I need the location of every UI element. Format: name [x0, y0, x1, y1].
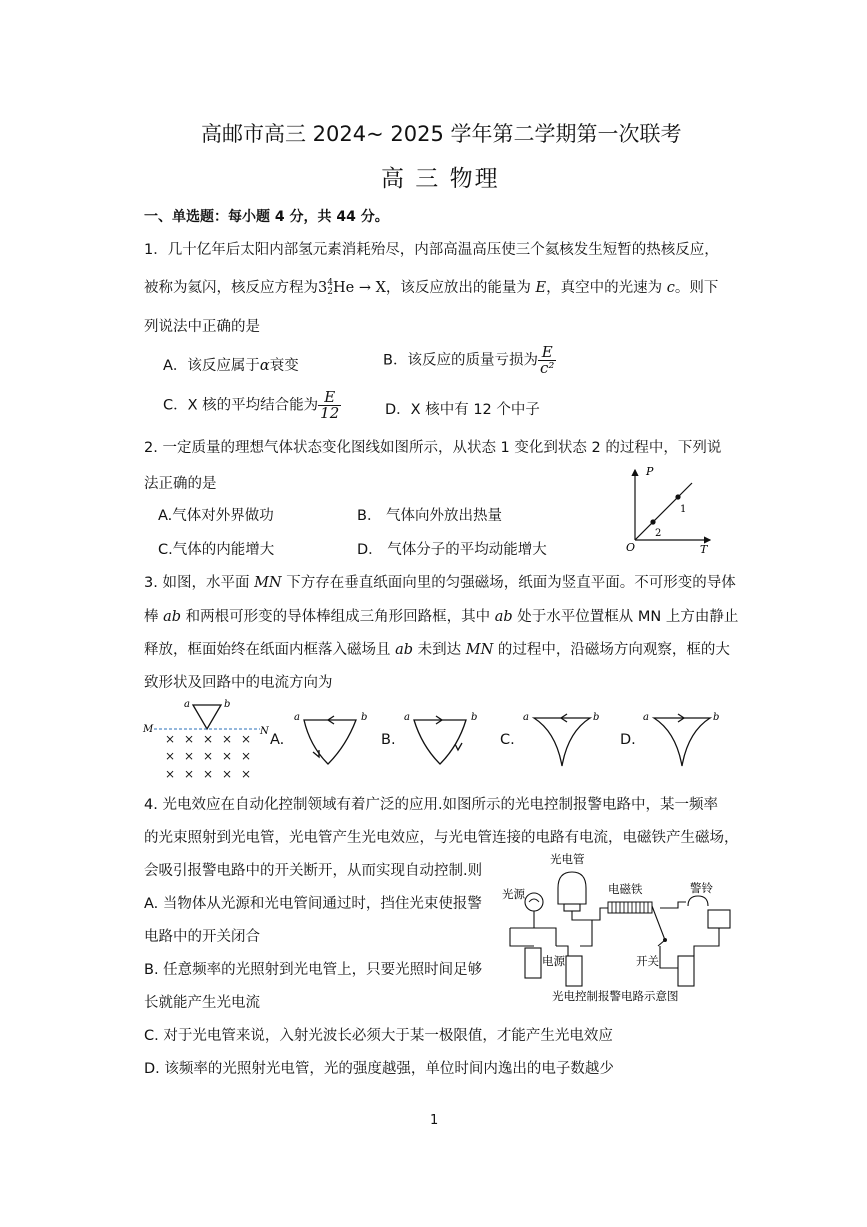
- label-a: a: [184, 699, 190, 710]
- wire: [510, 928, 534, 946]
- battery-icon: [566, 956, 582, 986]
- q1-option-b: [383, 345, 556, 376]
- label-n: N: [260, 726, 269, 737]
- ab-var: ab: [494, 609, 513, 625]
- pt-graph: [622, 462, 718, 556]
- q4-line2: 的光束照射到光电管，光电管产生光电效应，与光电管连接的电路有电流，电磁铁产生磁场，: [144, 830, 739, 846]
- phototube-icon: [558, 872, 586, 904]
- q3-line4: 致形状及回路中的电流方向为: [144, 675, 333, 691]
- bell-dome: [688, 896, 708, 906]
- wire: [580, 920, 592, 946]
- label-electromagnet: 电磁铁: [608, 882, 643, 896]
- wire: [572, 908, 608, 920]
- section-heading: 一、单选题：每小题 4 分，共 44 分。: [144, 209, 389, 225]
- label-alarm-bell: 警铃: [690, 881, 713, 895]
- label-b: b: [593, 712, 600, 723]
- eq-coefficient: 3: [318, 280, 328, 296]
- eq-charge-number: 2: [327, 287, 333, 297]
- label-light-source: 光源: [502, 887, 525, 901]
- q4-option-d: D. 该频率的光照射光电管，光的强度越强，单位时间内逸出的电子数越少: [144, 1061, 614, 1077]
- q3-option-d-figure: [638, 706, 728, 770]
- mass-defect-fraction: [538, 345, 556, 376]
- q3-line2: [144, 605, 738, 626]
- state-point-2: [650, 519, 655, 524]
- mn-var: MN: [465, 642, 494, 658]
- frame-shape-a: [304, 720, 356, 764]
- label-a: a: [404, 712, 410, 723]
- q1-option-a-pre: A．该反应属于: [163, 358, 260, 374]
- field-cross: ×: [222, 767, 233, 781]
- light-bulb-icon: [525, 893, 543, 911]
- wire: [694, 928, 719, 956]
- q3-option-b-figure: [398, 706, 488, 770]
- q4-option-b-line2: 长就能产生光电流: [144, 995, 260, 1011]
- q2-line1: 2. 一定质量的理想气体状态变化图线如图所示，从状态 1 变化到状态 2 的过程中，下列说: [144, 440, 722, 456]
- q3-line1: [144, 571, 736, 592]
- field-cross: ×: [222, 749, 233, 763]
- label-b: b: [471, 712, 478, 723]
- point-2-label: 2: [655, 528, 662, 539]
- q3-option-c-figure: [518, 706, 608, 770]
- q2-option-a: A.气体对外界做功: [158, 508, 274, 524]
- q4-option-b-line1: B. 任意频率的光照射到光电管上，只要光照时间足够: [144, 962, 483, 978]
- exam-title: 高邮市高三 2024~ 2025 学年第二学期第一次联考: [201, 122, 682, 146]
- exam-subtitle: 高 三 物理: [381, 166, 500, 192]
- label-a: a: [523, 712, 529, 723]
- field-cross: ×: [184, 767, 195, 781]
- label-m: M: [143, 724, 154, 735]
- p-axis-label: P: [646, 465, 654, 478]
- q1-line2-post: 。则下: [674, 280, 719, 296]
- eq-mass-number: 4: [327, 278, 333, 288]
- label-b: b: [713, 712, 720, 723]
- label-b: b: [361, 712, 368, 723]
- switch-pivot: [663, 938, 667, 942]
- q1-option-a-post: 衰变: [269, 358, 299, 374]
- figure-caption: 光电控制报警电路示意图: [552, 989, 679, 1003]
- mn-var: MN: [254, 575, 282, 591]
- q3-line2-post: 处于水平位置框从 MN 上方由静止: [512, 609, 739, 625]
- q3-line2-pre: 棒: [144, 609, 164, 625]
- fraction-denominator: 12: [320, 404, 340, 422]
- fraction-denominator: c²: [539, 359, 555, 377]
- light-speed-var: c: [666, 280, 675, 296]
- q2-option-d: D． 气体分子的平均动能增大: [357, 542, 547, 558]
- eq-element: He: [332, 280, 355, 296]
- field-cross: ×: [222, 732, 233, 746]
- q3-line1-pre: 3. 如图，水平面: [144, 575, 255, 591]
- q1-line3: 列说法中正确的是: [144, 319, 260, 335]
- q1-option-c: [163, 390, 341, 421]
- field-cross: ×: [184, 732, 195, 746]
- q2-option-c: C.气体的内能增大: [158, 542, 275, 558]
- q3-option-c-label: C.: [500, 732, 515, 748]
- label-phototube: 光电管: [550, 852, 585, 866]
- eq-arrow: →: [358, 280, 371, 296]
- q3-line1-post: 下方存在垂直纸面向里的匀强磁场，纸面为竖直平面。不可形变的导体: [281, 575, 736, 591]
- q1-option-c-pre: C．X 核的平均结合能为: [163, 397, 319, 414]
- wire: [660, 902, 686, 908]
- alpha-symbol: α: [259, 358, 270, 374]
- q3-option-a-label: A.: [270, 732, 285, 748]
- field-cross: ×: [184, 749, 195, 763]
- q1-line2-mid: ，该反应放出的能量为: [385, 280, 536, 296]
- field-cross: ×: [165, 767, 176, 781]
- field-cross: ×: [203, 767, 214, 781]
- field-crosses: [165, 732, 251, 781]
- ab-var: ab: [163, 609, 182, 625]
- field-cross: ×: [165, 749, 176, 763]
- t-axis-label: T: [700, 543, 708, 556]
- q3-line3-post: 的过程中，沿磁场方向观察，框的大: [493, 642, 730, 658]
- field-cross: ×: [203, 749, 214, 763]
- q3-line3-pre: 释放，框面始终在纸面内框落入磁场且: [144, 642, 396, 658]
- current-arrow-a2: [313, 750, 319, 757]
- q1-option-a: [163, 354, 299, 375]
- field-cross: ×: [165, 732, 176, 746]
- q1-line2-pre: 被称为氦闪，核反应方程为: [144, 280, 318, 296]
- frame-shape-c: [534, 718, 590, 766]
- magnetic-field-figure: [140, 694, 270, 786]
- battery-icon: [678, 956, 694, 986]
- frame-shape-d: [654, 718, 710, 766]
- frame-shape-b: [414, 720, 466, 764]
- q4-line1: 4. 光电效应在自动化控制领域有着广泛的应用.如图所示的光电控制报警电路中，某一频率: [144, 797, 719, 813]
- ab-var: ab: [395, 642, 414, 658]
- q1-line2: [144, 276, 718, 297]
- q3-line3: [144, 638, 730, 659]
- alarm-bell-icon: [708, 910, 730, 928]
- label-power: 电源: [542, 954, 565, 968]
- label-a: a: [294, 712, 300, 723]
- state-point-1: [675, 494, 680, 499]
- q3-line3-mid: 未到达: [413, 642, 466, 658]
- page-number: 1: [430, 1113, 439, 1128]
- q2-option-b: B． 气体向外放出热量: [357, 508, 503, 524]
- field-cross: ×: [241, 732, 252, 746]
- q1-option-b-pre: B．该反应的质量亏损为: [383, 352, 538, 369]
- coil-windings: [612, 902, 648, 913]
- energy-var: E: [535, 280, 547, 296]
- q1-option-d: D．X 核中有 12 个中子: [385, 402, 540, 418]
- fraction-numerator: E: [538, 345, 556, 361]
- field-cross: ×: [203, 732, 214, 746]
- point-1-label: 1: [680, 504, 687, 515]
- q4-option-a-line1: A. 当物体从光源和光电管间通过时，挡住光束使报警: [144, 896, 482, 912]
- field-cross: ×: [241, 749, 252, 763]
- binding-energy-fraction: [318, 390, 341, 421]
- nuclear-equation: [318, 280, 386, 296]
- wire: [510, 928, 556, 946]
- label-a: a: [643, 712, 649, 723]
- q3-option-a-figure: [288, 706, 378, 770]
- triangle-frame: [193, 705, 221, 729]
- q2-line2: 法正确的是: [144, 476, 217, 492]
- bulb-filament: [529, 899, 539, 902]
- fraction-numerator: E: [318, 390, 341, 406]
- battery-icon: [525, 948, 541, 978]
- phototube-base: [564, 904, 580, 911]
- photoelectric-circuit-figure: [500, 848, 750, 1008]
- electromagnet-icon: [608, 902, 652, 913]
- q3-option-d-label: D.: [620, 732, 636, 748]
- label-switch: 开关: [636, 954, 659, 968]
- q1-line2-mid2: ，真空中的光速为: [546, 280, 667, 296]
- q3-option-b-label: B.: [381, 732, 396, 748]
- q4-option-a-line2: 电路中的开关闭合: [144, 929, 260, 945]
- label-b: b: [224, 699, 231, 710]
- origin-label: O: [626, 541, 636, 554]
- q4-line3: 会吸引报警电路中的开关断开，从而实现自动控制.则: [144, 863, 483, 879]
- eq-product: X: [375, 280, 386, 296]
- field-cross: ×: [241, 767, 252, 781]
- q1-line1: 1．几十亿年后太阳内部氢元素消耗殆尽，内部高温高压使三个氦核发生短暂的热核反应，: [144, 242, 719, 258]
- q4-option-c: C. 对于光电管来说，入射光波长必须大于某一极限值，才能产生光电效应: [144, 1028, 613, 1044]
- wire: [660, 946, 678, 968]
- q3-line2-mid: 和两根可形变的导体棒组成三角形回路框，其中: [181, 609, 495, 625]
